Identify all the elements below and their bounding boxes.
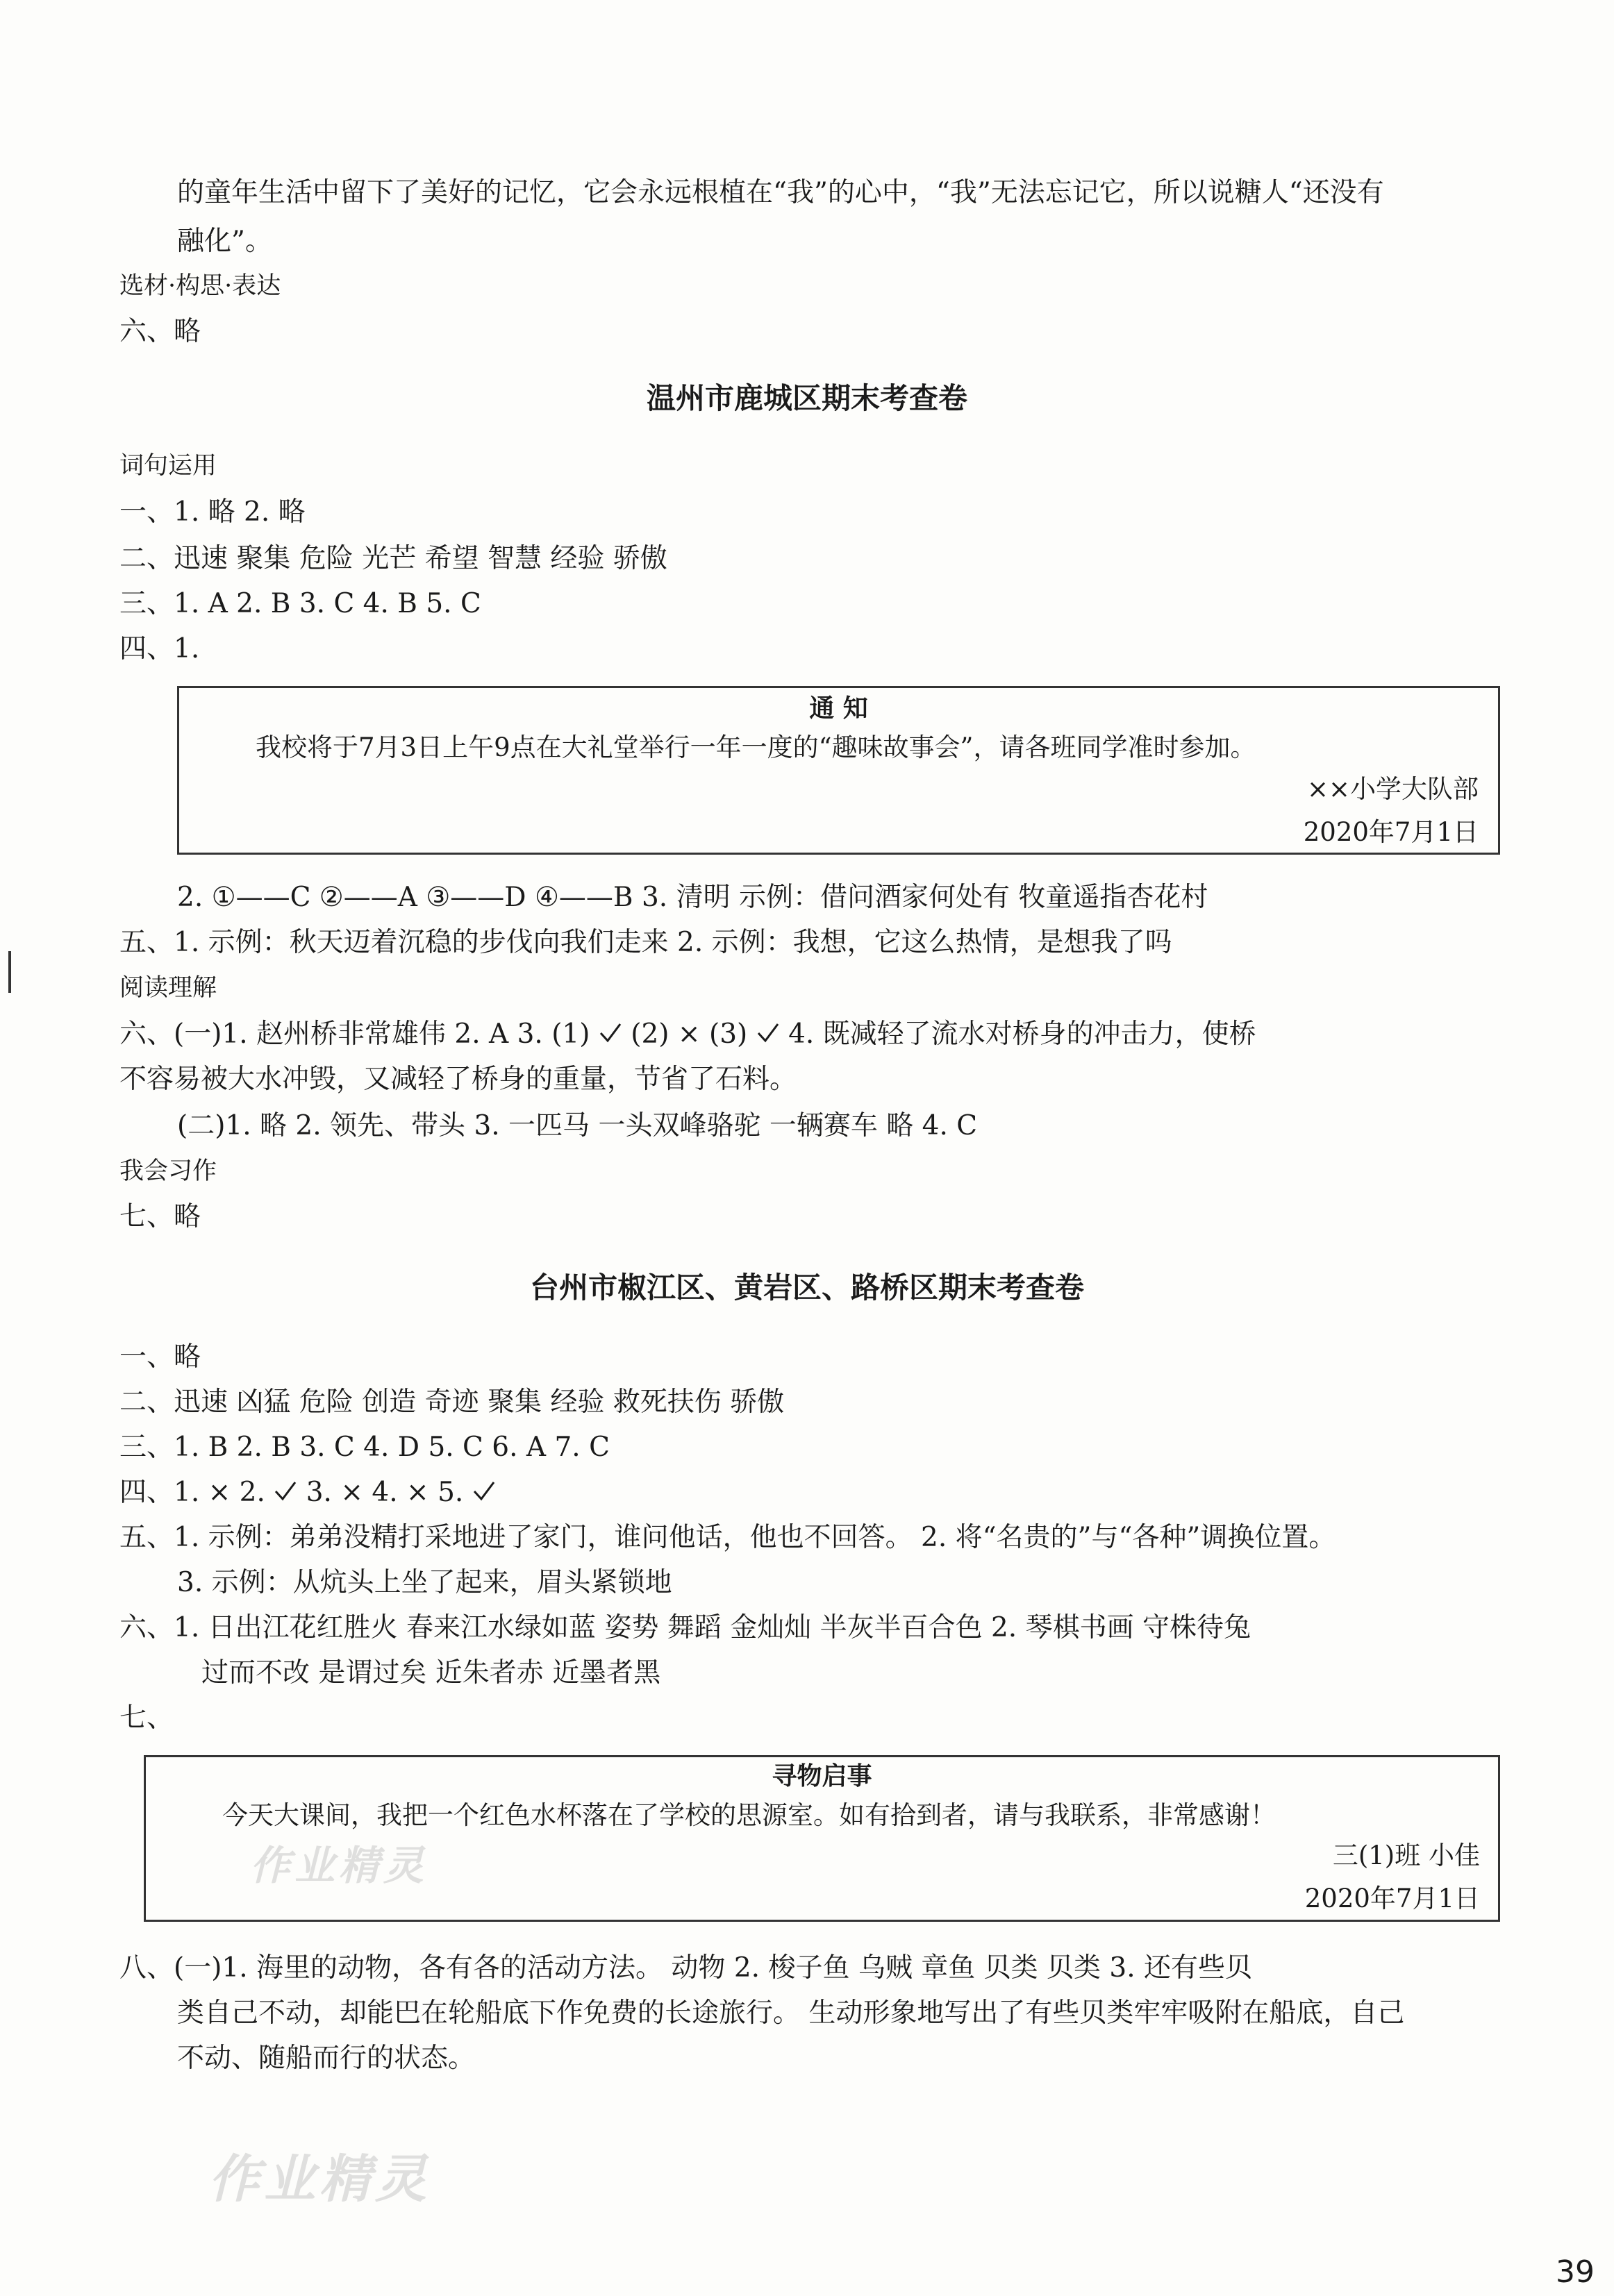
watermark: 作业精灵 <box>208 2150 431 2209</box>
intro-line-1: 的童年生活中留下了美好的记忆，它会永远根植在“我”的心中，“我”无法忘记它，所以说糖人“还没有 <box>177 177 1384 208</box>
answer-text: (2) × (3) <box>631 1019 748 1050</box>
answer-line: 三、1. B 2. B 3. C 4. D 5. C 6. A 7. C <box>119 1432 610 1463</box>
answer-line: 3. 示例：从炕头上坐了起来，眉头紧锁地 <box>177 1567 672 1598</box>
notice-body: 我校将于7月3日上午9点在大礼堂举行一年一度的“趣味故事会”，请各班同学准时参加。 <box>256 732 1256 762</box>
intro-line-2: 融化”。 <box>177 226 272 257</box>
answer-line <box>119 1017 1256 1052</box>
answer-line: 不容易被大水冲毁，又减轻了桥身的重量，节省了石料。 <box>119 1064 797 1095</box>
check-mark-icon <box>274 1478 297 1503</box>
answer-line: 四、1. <box>119 633 200 664</box>
category-heading: 选材·构思·表达 <box>119 272 281 300</box>
answer-line: 类自己不动，却能巴在轮船底下作免费的长途旅行。 生动形象地写出了有些贝类牢牢吸附在船底，自己 <box>177 1997 1405 2029</box>
lost-notice-date: 2020年7月1日 <box>1304 1884 1480 1913</box>
answer-line: 二、迅速 聚集 危险 光芒 希望 智慧 经验 骄傲 <box>119 543 667 574</box>
notice-signer: ××小学大队部 <box>1306 774 1479 804</box>
check-mark-icon <box>599 1020 622 1045</box>
section-title: 台州市椒江区、黄岩区、路桥区期末考查卷 <box>529 1271 1084 1305</box>
notice-box <box>177 686 1500 855</box>
lost-notice-body: 今天大课间，我把一个红色水杯落在了学校的思源室。如有拾到者，请与我联系，非常感谢！ <box>222 1800 1276 1830</box>
check-mark-icon <box>756 1020 780 1045</box>
answer-line: 七、 <box>119 1702 174 1734</box>
margin-mark <box>8 951 11 993</box>
lost-notice-title: 寻物启事 <box>772 1762 872 1791</box>
watermark: 作业精灵 <box>250 1842 429 1889</box>
answer-line: (二)1. 略 2. 领先、带头 3. 一匹马 一头双峰骆驼 一辆赛车 略 4. C <box>177 1110 978 1141</box>
answer-line: 五、1. 示例：弟弟没精打采地进了家门，谁问他话，他也不回答。 2. 将“名贵的”与“各种”调换位置。 <box>119 1522 1336 1553</box>
answer-line: 二、迅速 凶猛 危险 创造 奇迹 聚集 经验 救死扶伤 骄傲 <box>119 1386 785 1418</box>
answer-line: 八、(一)1. 海里的动物，各有各的活动方法。 动物 2. 梭子鱼 乌贼 章鱼 贝类 贝类 3. 还有些贝 <box>119 1952 1253 1984</box>
answer-line: 一、1. 略 2. 略 <box>119 496 306 528</box>
answer-line: 一、略 <box>119 1341 201 1373</box>
answer-text: 六、(一)1. 赵州桥非常雄伟 2. A 3. (1) <box>119 1019 590 1050</box>
answer-line: 六、1. 日出江花红胜火 春来江水绿如蓝 姿势 舞蹈 金灿灿 半灰半百合色 2. 琴棋书画 守株待兔 <box>119 1612 1251 1643</box>
answer-line: 六、略 <box>119 316 201 347</box>
notice-title: 通 知 <box>809 694 868 723</box>
answer-line: 三、1. A 2. B 3. C 4. B 5. C <box>119 588 481 619</box>
answer-text: 4. 既减轻了流水对桥身的冲击力，使桥 <box>788 1019 1256 1050</box>
answer-line: 七、略 <box>119 1201 201 1232</box>
answer-text: 3. × 4. × 5. <box>306 1477 464 1508</box>
answer-line: 五、1. 示例：秋天迈着沉稳的步伐向我们走来 2. 示例：我想，它这么热情，是想我了吗 <box>119 927 1172 958</box>
answer-text: 四、1. × 2. <box>119 1477 265 1508</box>
section-title: 温州市鹿城区期末考查卷 <box>646 381 967 415</box>
notice-date: 2020年7月1日 <box>1303 817 1479 847</box>
answer-line: 过而不改 是谓过矣 近朱者赤 近墨者黑 <box>201 1657 661 1689</box>
answer-line: 不动、随船而行的状态。 <box>177 2043 476 2074</box>
category-heading: 我会习作 <box>119 1157 217 1185</box>
answer-line: 2. ①——C ②——A ③——D ④——B 3. 清明 示例：借问酒家何处有 牧童遥指杏花村 <box>177 882 1208 913</box>
page-number: 39 <box>1556 2254 1595 2290</box>
category-heading: 阅读理解 <box>119 974 217 1002</box>
lost-notice-signer: 三(1)班 小佳 <box>1332 1841 1480 1870</box>
category-heading: 词句运用 <box>119 452 217 480</box>
answer-line <box>119 1475 496 1510</box>
check-mark-icon <box>472 1478 496 1503</box>
